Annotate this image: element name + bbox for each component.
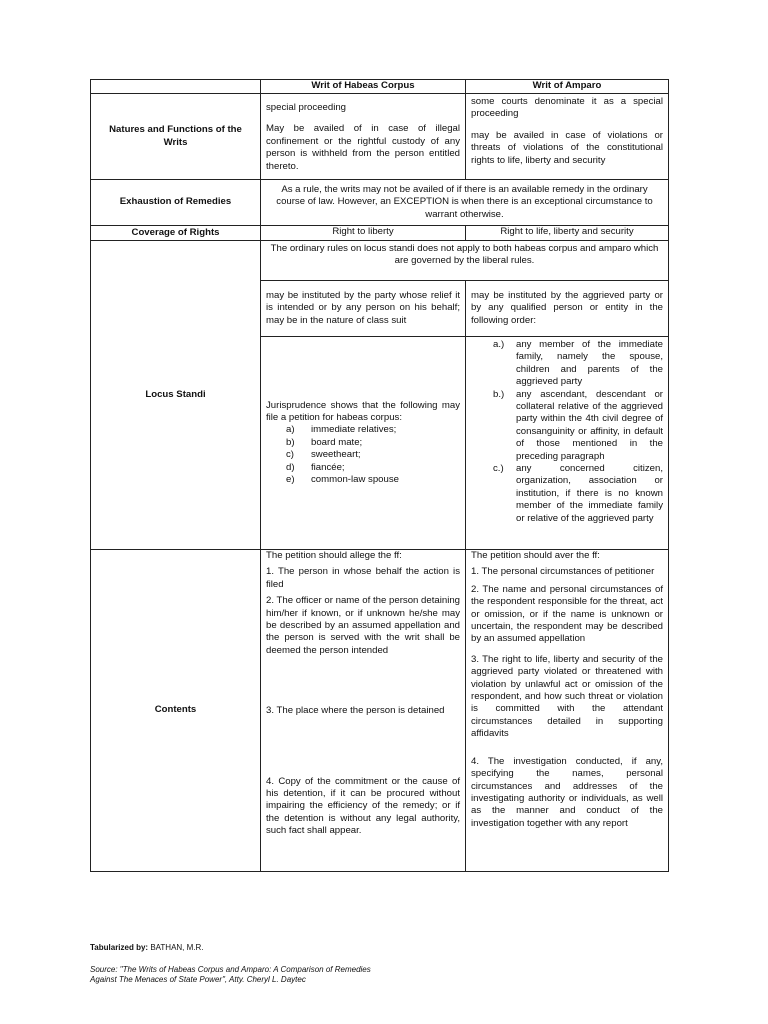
list-item: b) board mate;: [286, 436, 363, 448]
list-item: c) sweetheart;: [286, 449, 361, 461]
contents-amparo-intro: The petition should aver the ff:: [471, 550, 600, 561]
header-row: [91, 80, 669, 94]
header-habeas: Writ of Habeas Corpus: [261, 80, 466, 94]
habeas-petitioner-list: [266, 424, 460, 486]
list-item: e) common-law spouse: [286, 474, 399, 486]
locus-amparo-instituted: may be instituted by the aggrieved party or by any qualified person or entity in the following order:: [466, 281, 669, 337]
natures-habeas-cell: [261, 94, 466, 180]
list-item: a.) any member of the immediate family, namely the spouse, children and parents of the aggrieved party: [493, 339, 663, 388]
tabularized-name: BATHAN, M.R.: [150, 943, 204, 952]
list-item: d) fiancée;: [286, 461, 345, 473]
source-line-2: Against The Menaces of State Power", Atty. Cheryl L. Daytec: [90, 975, 306, 984]
contents-habeas-4: 4. Copy of the commitment or the cause of his detention, if it can be procured without impairing the efficiency of the remedy; or if the detention is without any legal authority, such fact shall appear.: [266, 775, 460, 837]
natures-amparo-1: some courts denominate it as a special proceeding: [471, 96, 663, 120]
source-line-1: Source: "The Writs of Habeas Corpus and Amparo: A Comparison of Remedies: [90, 965, 371, 974]
locus-habeas-instituted: may be instituted by the party whose relief it is intended or by any person on his behalf; may be in the nature of class suit: [261, 281, 466, 337]
tabularized-label: Tabularized by:: [90, 943, 149, 952]
exhaustion-text: As a rule, the writs may not be availed of if there is an available remedy in the ordinary course of law. However, an EXCEPTION is when there is an exceptional circumstance to warrant otherwise.: [261, 180, 669, 226]
list-item: a) immediate relatives;: [286, 424, 397, 436]
natures-label: Natures and Functions of the Writs: [91, 94, 261, 180]
contents-row: [91, 550, 669, 872]
natures-amparo-2: may be availed in case of violations or threats of violations of the constitutional rights to life, liberty and security: [471, 129, 663, 166]
coverage-amparo: Right to life, liberty and security: [466, 226, 669, 241]
natures-amparo-cell: [466, 94, 669, 180]
list-item: c.) any concerned citizen, organization, association or institution, if there is no known member of the immediate family or relative of the aggrieved party: [493, 463, 663, 524]
contents-amparo-1: 1. The personal circumstances of petitioner: [471, 566, 655, 578]
coverage-row: [91, 226, 669, 241]
contents-habeas-1: 1. The person in whose behalf the action is filed: [266, 566, 460, 590]
source-citation: [90, 965, 371, 985]
locus-label: Locus Standi: [91, 241, 261, 550]
natures-habeas-1: special proceeding: [266, 102, 347, 113]
contents-habeas-2: 2. The officer or name of the person detaining him/her if known, or if unknown he/she may be described by an assumed appellation and the person is served with the writ shall be deemed the person intended: [266, 595, 460, 656]
exhaustion-label: Exhaustion of Remedies: [91, 180, 261, 226]
locus-common-row: [91, 241, 669, 281]
contents-amparo-cell: [466, 550, 669, 872]
contents-amparo-2: 2. The name and personal circumstances of the respondent responsible for the threat, act or omission, or if the name is unknown or uncertain, the respondent may be described by an assumed appellation: [471, 583, 663, 645]
list-item: b.) any ascendant, descendant or collateral relative of the aggrieved party within the 4th civil degree of consanguinity or affinity, in default of those mentioned in the preceding paragraph: [493, 388, 663, 462]
empty-header-cell: [91, 80, 261, 94]
contents-amparo-4: 4. The investigation conducted, if any, specifying the names, personal circumstances and addresses of the investigating authority or individuals, as well as the manner and conduct of the investigation together with any report: [471, 755, 663, 829]
locus-habeas-juris-cell: [261, 337, 466, 550]
coverage-label: Coverage of Rights: [91, 226, 261, 241]
natures-habeas-2: May be availed of in case of illegal confinement or the rightful custody of any person is withheld from the person entitled thereto.: [266, 123, 460, 172]
contents-habeas-cell: [261, 550, 466, 872]
header-amparo: Writ of Amparo: [466, 80, 669, 94]
contents-label: Contents: [91, 550, 261, 872]
comparison-table: [90, 79, 669, 872]
locus-amparo-list-cell: [466, 337, 669, 550]
contents-habeas-3: 3. The place where the person is detained: [266, 705, 445, 717]
coverage-habeas: Right to liberty: [261, 226, 466, 241]
contents-habeas-intro: The petition should allege the ff:: [266, 550, 402, 561]
tabularized-by: [90, 943, 204, 953]
amparo-petitioner-list: [471, 339, 663, 525]
contents-amparo-3: 3. The right to life, liberty and security of the aggrieved party violated or threatened with violation by unlawful act or omission of the respondent, and how such threat or violation is committed with the attendant circumstances detailed in supporting affidavits: [471, 653, 663, 740]
natures-row: [91, 94, 669, 180]
locus-habeas-juris: Jurisprudence shows that the following may file a petition for habeas corpus:: [266, 399, 460, 423]
exhaustion-row: [91, 180, 669, 226]
locus-common: The ordinary rules on locus standi does not apply to both habeas corpus and amparo which are governed by the liberal rules.: [261, 241, 669, 281]
